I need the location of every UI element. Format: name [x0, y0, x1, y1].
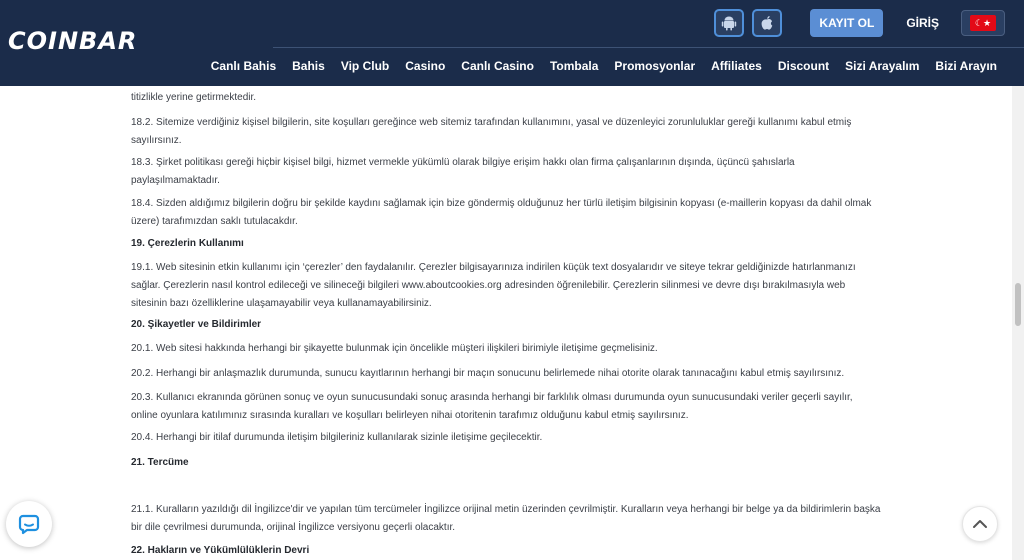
site-header — [0, 0, 1024, 86]
logo-text — [8, 27, 137, 55]
top-actions — [714, 9, 1005, 37]
nav-item-sizi-arayalim[interactable]: Sizi Arayalım — [845, 59, 920, 73]
chat-icon — [18, 513, 40, 535]
paragraph-21-1: 21.1. Kuralların yazıldığı dil İngilizce'dir ve yapılan tüm tercümeler İngilizce orijinal metin üzerinden çevrilmiştir. Kuralların veya herhangi bir belge ya da bildirimlerin başka bir dile çevrilmesi durumunda, orijinal İngilizce versiyonu geçerli olacaktır. — [131, 504, 881, 533]
nav-item-tombala[interactable]: Tombala — [549, 59, 599, 73]
login-button[interactable]: GİRİŞ — [906, 16, 939, 30]
nav-item-canli-bahis[interactable]: Canlı Bahis — [210, 59, 277, 73]
register-button[interactable]: KAYIT OL — [810, 9, 883, 37]
nav-item-casino[interactable]: Casino — [405, 59, 446, 73]
paragraph-19-1: 19.1. Web sitesinin etkin kullanımı için ‘çerezler’ den faydalanılır. Çerezler bilgisayarınıza indirilen küçük text dosyalarıdır ve siteye tekrar geldiğinizde hatırlanmanızı sağlar. Çerezlerin nasıl kontrol edileceği ve silineceği bilgileri www.aboutcookies.org adresinden öğrenilebilir. Çerezlerin silinmesi ve devre dışı bırakılmasıyla web sitesinin bazı özelliklerine ulaşamayabilir veya kullanamayabilirsiniz. — [131, 262, 856, 309]
nav-item-bizi-arayin[interactable]: Bizi Arayın — [935, 59, 997, 73]
page-scrollbar[interactable] — [1012, 86, 1024, 560]
coinbar-logo[interactable] — [8, 26, 137, 56]
ios-app-button[interactable] — [752, 9, 782, 37]
nav-item-bahis[interactable]: Bahis — [292, 59, 325, 73]
section-heading-20: 20. Şikayetler ve Bildirimler — [131, 319, 262, 330]
nav-item-affiliates[interactable]: Affiliates — [711, 59, 762, 73]
paragraph-20-1: 20.1. Web sitesi hakkında herhangi bir şikayette bulunmak için öncelikle müşteri ilişkileri birimiyle iletişime geçmelisiniz. — [131, 343, 658, 354]
nav-item-promosyonlar[interactable]: Promosyonlar — [614, 59, 696, 73]
paragraph-20-2: 20.2. Herhangi bir anlaşmazlık durumunda, sunucu kayıtlarının herhangi bir maçın sonucunu belirlemede nihai otorite olarak tanınacağını kabul etmiş sayılırsınız. — [131, 368, 845, 379]
logo-bar-text: BAR — [79, 27, 138, 55]
paragraph-18-2: 18.2. Sitemize verdiğiniz kişisel bilgilerin, site koşulları gereğince web sitemiz tarafından kullanımını, yasal ve düzenleyici zorunluluklar gereği kullanımı kabul etmiş sayılırsınız. — [131, 117, 852, 146]
paragraph-18-3: 18.3. Şirket politikası gereği hiçbir kişisel bilgi, hizmet vermekle yükümlü olarak bilgiye erişim hakkı olan firma çalışanlarının dışında, üçüncü şahıslarla paylaşılmamaktadır. — [131, 157, 795, 186]
logo-coin-text: COIN — [8, 27, 80, 55]
section-heading-19: 19. Çerezlerin Kullanımı — [131, 238, 244, 249]
live-chat-button[interactable] — [6, 501, 52, 547]
language-selector[interactable] — [961, 10, 1005, 36]
nav-item-discount[interactable]: Discount — [777, 59, 830, 73]
android-app-button[interactable] — [714, 9, 744, 37]
section-heading-21: 21. Tercüme — [131, 457, 189, 468]
paragraph-18-4: 18.4. Sizden aldığımız bilgilerin doğru bir şekilde kaydını sağlamak için bize göndermiş olduğunuz her türlü iletişim bilgisinin kopyası (e-maillerin kopyası da dahil olmak üzere) tarafımızdan saklı tutulacakdır. — [131, 198, 872, 227]
paragraph-20-3: 20.3. Kullanıcı ekranında görünen sonuç ve oyun sunucusundaki sonuç arasında herhangi bir farklılık olması durumunda oyun sunucusundaki veriler geçerli sayılır, online oyunlara katılımınız sırasında kuralları ve koşulları belirleyen nihai otoritenin tarafımız olduğunu kabul etmiş sayılırsınız. — [131, 392, 853, 421]
main-nav — [195, 57, 997, 75]
section-heading-22: 22. Hakların ve Yükümlülüklerin Devri — [131, 545, 310, 556]
scrollbar-thumb[interactable] — [1015, 283, 1021, 326]
turkey-flag-icon: ☾★ — [970, 15, 996, 31]
android-icon — [721, 15, 737, 31]
apple-icon — [759, 15, 775, 31]
paragraph-18-1-end: titizlikle yerine getirmektedir. — [131, 92, 257, 103]
paragraph-20-4: 20.4. Herhangi bir itilaf durumunda iletişim bilgileriniz kullanılarak sizinle iletişime geçilecektir. — [131, 432, 543, 443]
scroll-to-top-button[interactable] — [962, 506, 998, 542]
nav-item-vip-club[interactable]: Vip Club — [340, 59, 390, 73]
chevron-up-icon — [971, 515, 989, 533]
nav-item-canli-casino[interactable]: Canlı Casino — [461, 59, 534, 73]
nav-divider — [273, 47, 1024, 48]
